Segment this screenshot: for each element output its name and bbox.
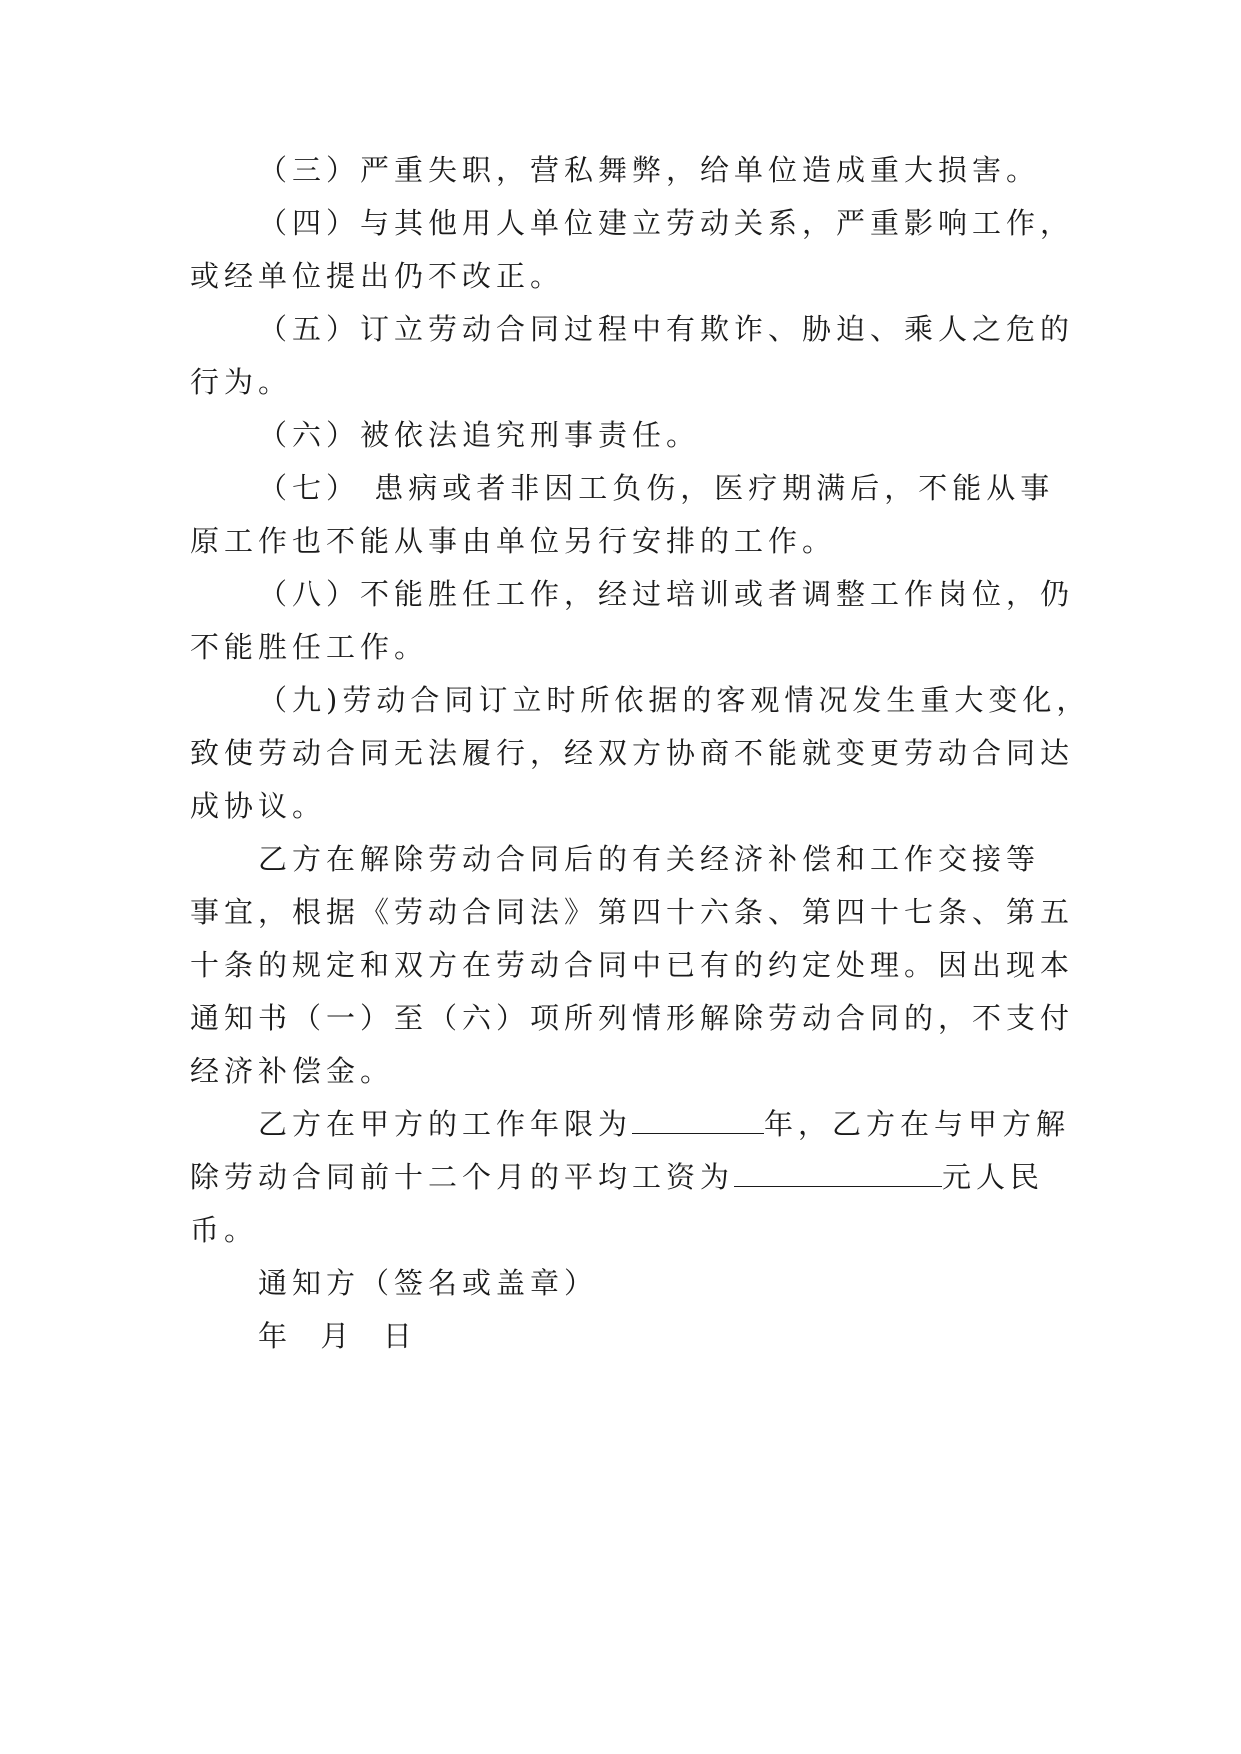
clause-7-line-1: （七） 患病或者非因工负伤，医疗期满后，不能从事 [258, 471, 1055, 505]
clause-4-line-1: （四）与其他用人单位建立劳动关系，严重影响工作， [258, 206, 1075, 240]
clause-5-line-1: （五）订立劳动合同过程中有欺诈、胁迫、乘人之危的 [258, 312, 1075, 346]
clause-9-line-1: （九)劳动合同订立时所依据的客观情况发生重大变化， [258, 683, 1091, 717]
years-line-before: 乙方在甲方的工作年限为 [258, 1107, 633, 1141]
years-line-after: 年，乙方在与甲方解 [764, 1107, 1071, 1141]
wage-line-before: 除劳动合同前十二个月的平均工资为 [190, 1160, 735, 1194]
compensation-line-3: 十条的规定和双方在劳动合同中已有的约定处理。因出现本 [190, 948, 1075, 982]
clause-4-line-2: 或经单位提出仍不改正。 [190, 259, 565, 293]
years-blank [632, 1107, 764, 1134]
compensation-line-5: 经济补偿金。 [190, 1054, 395, 1088]
wage-line-tail: 币。 [190, 1213, 259, 1247]
clause-8-line-2: 不能胜任工作。 [190, 630, 429, 664]
years-line [258, 1104, 1070, 1144]
clause-9-line-3: 成协议。 [190, 789, 327, 823]
wage-line-after: 元人民 [942, 1160, 1045, 1194]
clause-6: （六）被依法追究刑事责任。 [258, 418, 701, 452]
wage-blank [734, 1160, 942, 1187]
clause-5-line-2: 行为。 [190, 365, 293, 399]
clause-7-line-2: 原工作也不能从事由单位另行安排的工作。 [190, 524, 837, 558]
clause-3: （三）严重失职，营私舞弊，给单位造成重大损害。 [258, 153, 1041, 187]
clause-9-line-2: 致使劳动合同无法履行，经双方协商不能就变更劳动合同达 [190, 736, 1075, 770]
compensation-line-1: 乙方在解除劳动合同后的有关经济补偿和工作交接等 [258, 842, 1041, 876]
compensation-line-2: 事宜，根据《劳动合同法》第四十六条、第四十七条、第五 [190, 895, 1075, 929]
clause-8-line-1: （八）不能胜任工作，经过培训或者调整工作岗位，仍 [258, 577, 1075, 611]
wage-line [190, 1157, 1070, 1197]
date-label: 年 月 日 [258, 1319, 417, 1353]
compensation-line-4: 通知书（一）至（六）项所列情形解除劳动合同的，不支付 [190, 1001, 1075, 1035]
signature-label: 通知方（签名或盖章） [258, 1266, 599, 1300]
